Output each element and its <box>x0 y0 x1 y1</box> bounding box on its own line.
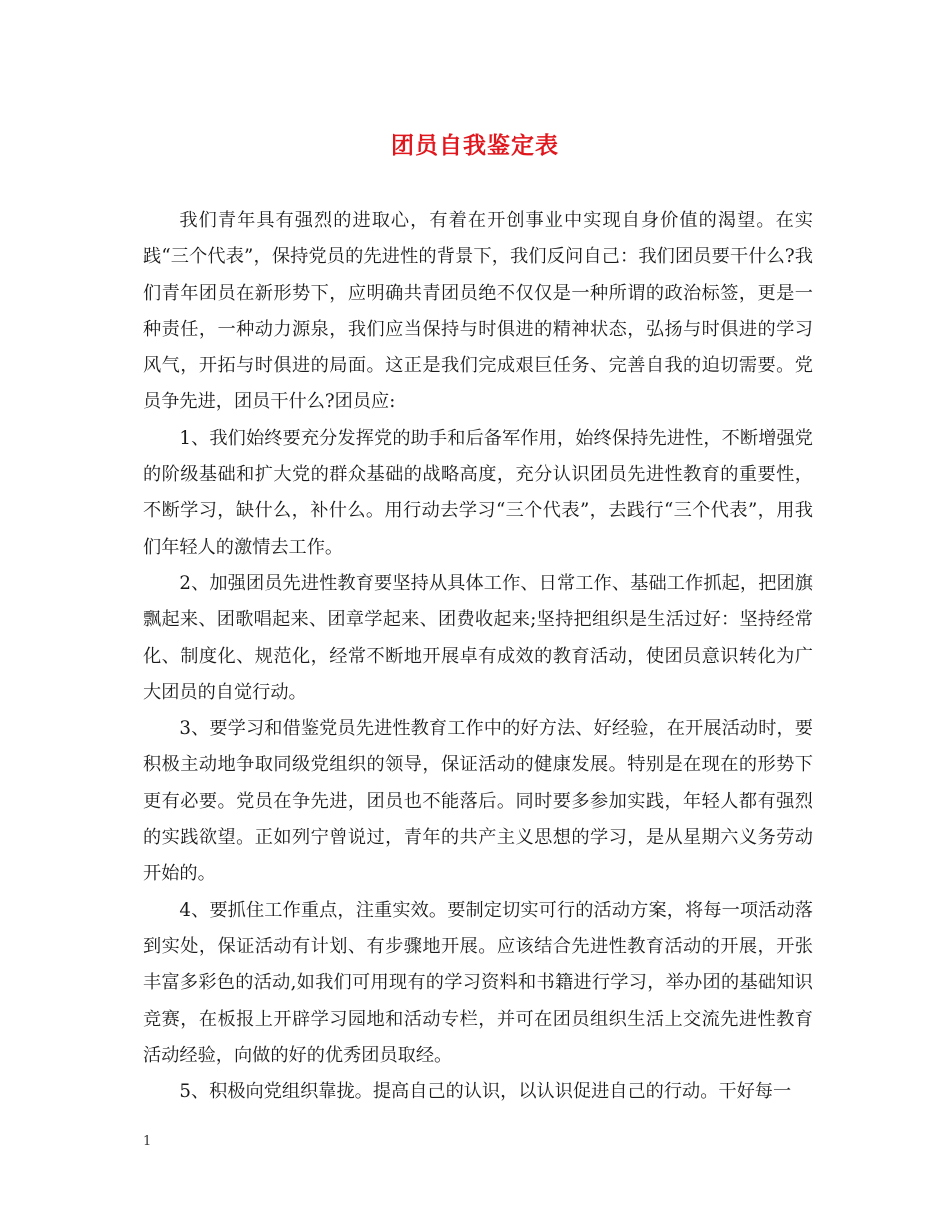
paragraph-item-1: 1、我们始终要充分发挥党的助手和后备军作用，始终保持先进性，不断增强党的阶级基础和扩大党的群众基础的战略高度，充分认识团员先进性教育的重要性，不断学习，缺什么，补什么。用行动去学习“三个代表”，去践行“三个代表”，用我们年轻人的激情去工作。 <box>143 427 813 558</box>
document-body <box>143 203 813 1110</box>
paragraph-item-5: 5、积极向党组织靠拢。提高自己的认识，以认识促进自己的行动。干好每一 <box>179 1081 792 1103</box>
paragraph-item-4: 4、要抓住工作重点，注重实效。要制定切实可行的活动方案，将每一项活动落到实处，保证活动有计划、有步骤地开展。应该结合先进性教育活动的开展，开张丰富多彩色的活动,如我们可用现有的学习资料和书籍进行学习，举办团的基础知识竞赛，在板报上开辟学习园地和活动专栏，并可在团员组织生活上交流先进性教育活动经验，向做的好的优秀团员取经。 <box>143 899 813 1066</box>
paragraph-intro: 我们青年具有强烈的进取心，有着在开创事业中实现自身价值的渴望。在实践“三个代表”，保持党员的先进性的背景下，我们反问自己：我们团员要干什么?我们青年团员在新形势下，应明确共青团员绝不仅仅是一种所谓的政治标签，更是一种责任，一种动力源泉，我们应当保持与时俱进的精神状态，弘扬与时俱进的学习风气，开拓与时俱进的局面。这正是我们完成艰巨任务、完善自我的迫切需要。党员争先进，团员干什么?团员应: <box>143 210 813 413</box>
paragraph-item-2: 2、加强团员先进性教育要坚持从具体工作、日常工作、基础工作抓起，把团旗飘起来、团歌唱起来、团章学起来、团费收起来;坚持把组织是生活过好：坚持经常化、制度化、规范化，经常不断地开展卓有成效的教育活动，使团员意识转化为广大团员的自觉行动。 <box>143 572 813 703</box>
page-number: 1 <box>143 1134 152 1149</box>
document-title: 团员自我鉴定表 <box>391 132 559 159</box>
paragraph-item-3: 3、要学习和借鉴党员先进性教育工作中的好方法、好经验，在开展活动时，要积极主动地争取同级党组织的领导，保证活动的健康发展。特别是在现在的形势下更有必要。党员在争先进，团员也不能落后。同时要多参加实践，年轻人都有强烈的实践欲望。正如列宁曾说过，青年的共产主义思想的学习，是从星期六义务劳动开始的。 <box>143 718 813 885</box>
